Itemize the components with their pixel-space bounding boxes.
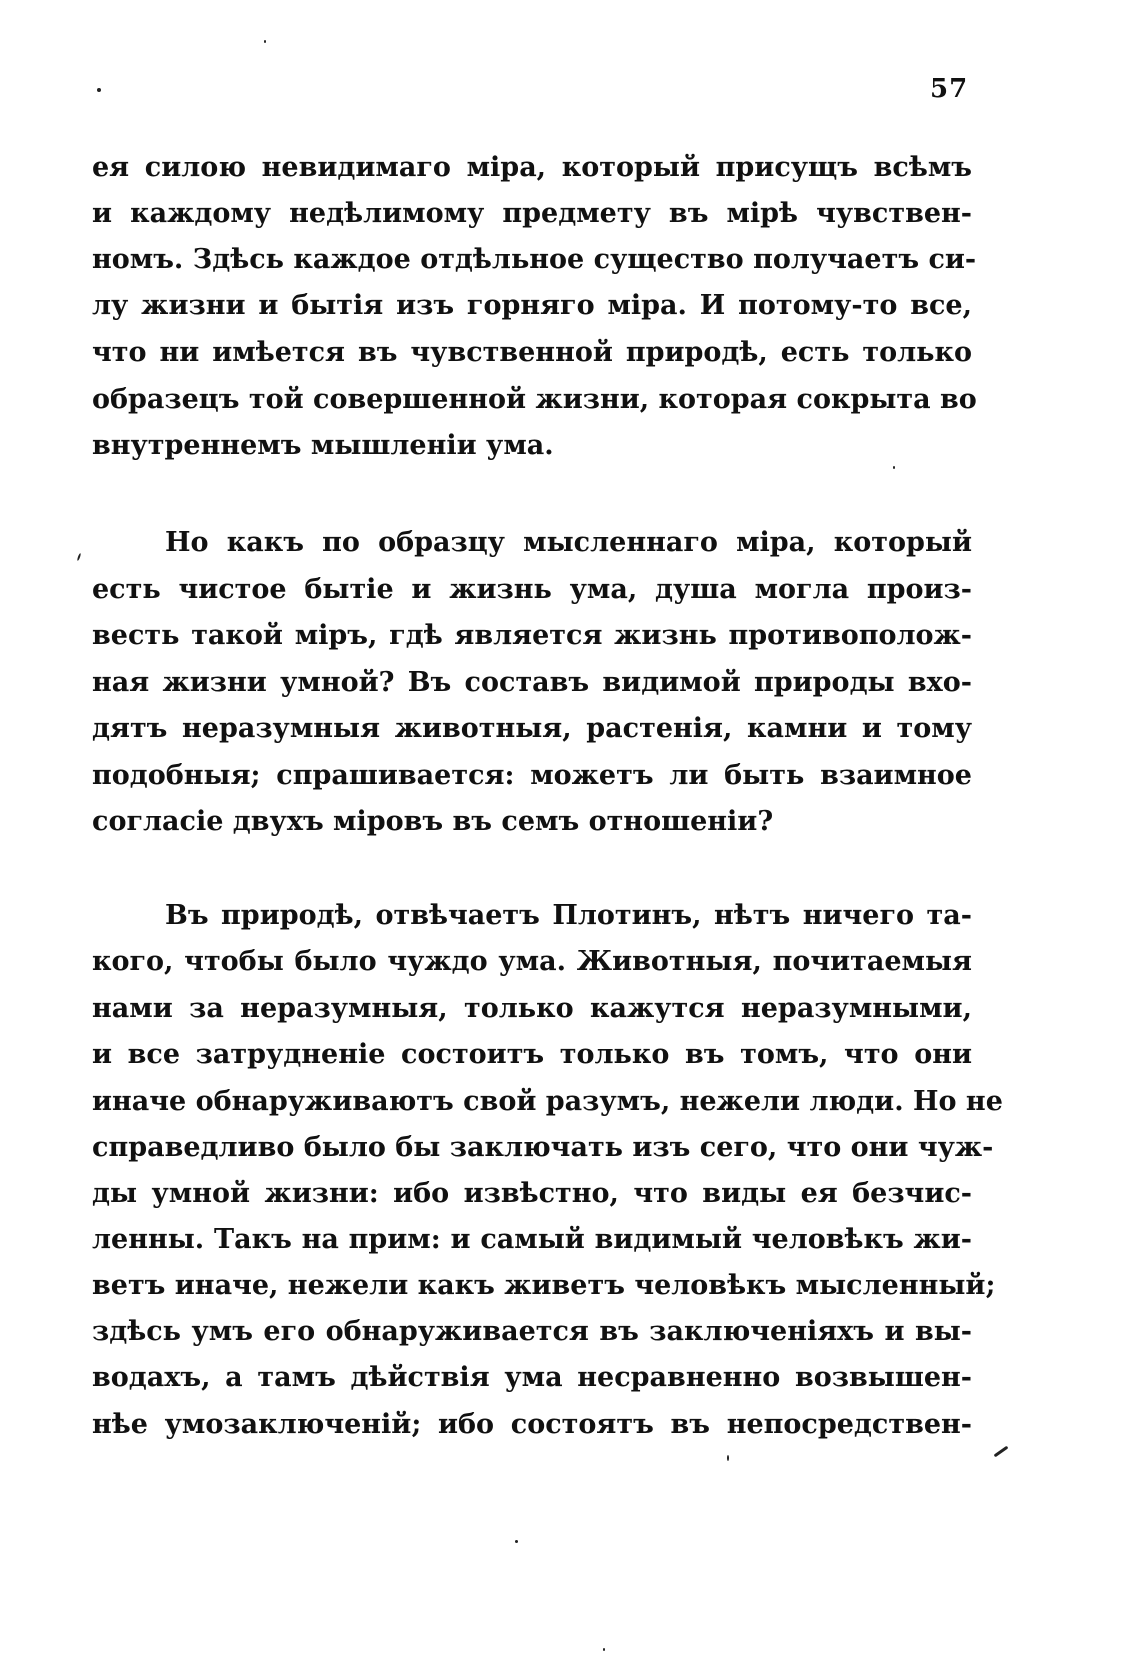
- text-line: справедливо было бы заключать изъ сего, что они чуж-: [92, 1132, 994, 1163]
- text-line: Но какъ по образцу мысленнаго міра, который: [165, 527, 972, 558]
- text-line: и каждому недѣлимому предмету въ мірѣ чувствен-: [92, 198, 972, 229]
- scan-speck: [603, 1648, 605, 1651]
- scan-speck: [515, 1540, 518, 1543]
- text-line: внутреннемъ мышленіи ума.: [92, 430, 554, 461]
- text-line: ды умной жизни: ибо извѣстно, что виды ея безчис-: [92, 1178, 972, 1209]
- text-line: номъ. Здѣсь каждое отдѣльное существо получаетъ си-: [92, 244, 977, 275]
- text-line: кого, чтобы было чуждо ума. Животныя, почитаемыя: [92, 946, 972, 977]
- text-line: дятъ неразумныя животныя, растенія, камни и тому: [92, 713, 972, 744]
- text-line: что ни имѣется въ чувственной природѣ, есть только: [92, 337, 972, 368]
- text-line: и все затрудненіе состоитъ только въ томъ, что они: [92, 1039, 972, 1070]
- text-line: ея силою невидимаго міра, который присущъ всѣмъ: [92, 152, 972, 183]
- text-line: ветъ иначе, нежели какъ живетъ человѣкъ мысленный;: [92, 1270, 996, 1301]
- scan-speck: [77, 553, 82, 561]
- scan-speck: [727, 1455, 729, 1461]
- text-line: нами за неразумныя, только кажутся неразумными,: [92, 993, 972, 1024]
- text-line: ленны. Такъ на прим: и самый видимый человѣкъ жи-: [92, 1224, 972, 1255]
- page-number: 57: [930, 74, 969, 104]
- text-line: ная жизни умной? Въ составъ видимой природы вхо-: [92, 667, 972, 698]
- text-line: лу жизни и бытія изъ горняго міра. И потому-то все,: [92, 290, 972, 321]
- text-line: образецъ той совершенной жизни, которая сокрыта во: [92, 384, 977, 415]
- text-line: подобныя; спрашивается: можетъ ли быть взаимное: [92, 760, 972, 791]
- text-line: иначе обнаруживаютъ свой разумъ, нежели люди. Но не: [92, 1086, 1003, 1117]
- text-line: весть такой міръ, гдѣ является жизнь противополож-: [92, 620, 972, 651]
- scan-speck: [97, 88, 101, 92]
- scan-speck: [264, 40, 266, 43]
- text-line: есть чистое бытіе и жизнь ума, душа могла произ-: [92, 574, 972, 605]
- text-line: Въ природѣ, отвѣчаетъ Плотинъ, нѣтъ ничего та-: [165, 900, 972, 931]
- text-line: здѣсь умъ его обнаруживается въ заключеніяхъ и вы-: [92, 1316, 972, 1347]
- text-line: водахъ, а тамъ дѣйствія ума несравненно возвышен-: [92, 1362, 972, 1393]
- text-line: нѣе умозаключеній; ибо состоятъ въ непосредствен-: [92, 1409, 972, 1440]
- scan-speck: [994, 1446, 1009, 1458]
- scan-speck: [893, 466, 895, 469]
- text-line: согласіе двухъ міровъ въ семъ отношеніи?: [92, 806, 774, 837]
